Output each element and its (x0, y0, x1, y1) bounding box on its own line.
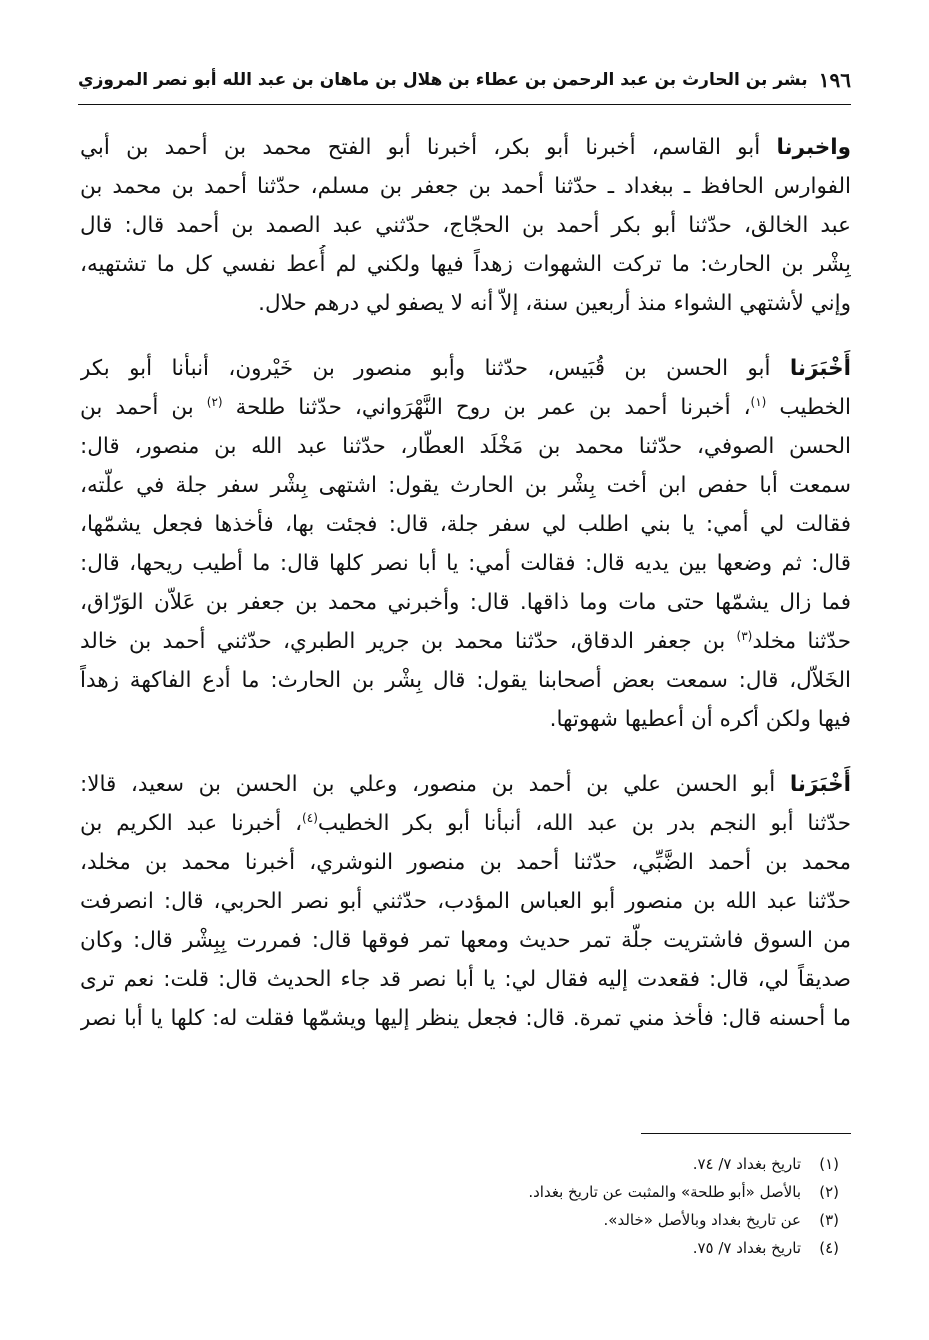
text-line: فما زال يشمّها حتى مات وما ذاقها. قال: وأخبرني محمد بن جعفر بن عَلاّن الوَرّاق، (80, 590, 851, 615)
text-line: أَخْبَرَنا أبو الحسن بن قُبَيس، حدّثنا وأبو منصور بن خَيْرون، أنبأنا أبو بكر (80, 356, 851, 381)
text-line: ما أحسنه قال: فأخذ مني تمرة. قال: فجعل ينظر إليها ويشمّها فقلت له: كلها يا أبا نصر (80, 1006, 851, 1031)
footnote-ref: (٢) (206, 394, 223, 409)
footnote-text: عن تاريخ بغداد وبالأصل «خالد». (603, 1211, 801, 1229)
text-line: من السوق فاشتريت جلّة تمر حديث ومعها تمر فوقها قال: فمررت بِبِشْر قال: وكان (80, 928, 851, 953)
footnote-text: تاريخ بغداد ٧/ ٧٥. (692, 1239, 801, 1257)
header-rule (78, 104, 851, 105)
footnote-text: بالأصل «أبو طلحة» والمثبت عن تاريخ بغداد. (528, 1183, 801, 1201)
text-line: فيها ولكن أكره أن أعطيها شهوتها. (549, 707, 851, 732)
text-line: محمد بن أحمد الضَّبِّي، حدّثنا أحمد بن منصور النوشري، أخبرنا محمد بن مخلد، (80, 850, 851, 875)
text-line: حدّثنا أبو النجم بدر بن عبد الله، أنبأنا أبو بكر الخطيب$^{(٤)}$، أخبرنا عبد الكريم بن (80, 810, 851, 836)
text-line: حدّثنا عبد الله بن منصور أبو العباس المؤدب، حدّثني أبو نصر الحربي، قال: انصرفت (80, 889, 851, 914)
footnote-number: (٣) (819, 1211, 839, 1229)
page-number: ١٩٦ (818, 68, 851, 92)
text-line: الخَلاّل، قال: سمعت بعض أصحابنا يقول: قال بِشْر بن الحارث: ما أدع الفاكهة زهداً (80, 668, 851, 693)
text-line: أَخْبَرَنا أبو الحسن علي بن أحمد بن منصور، وعلي بن الحسن بن سعيد، قالا: (80, 772, 851, 797)
paragraph-lead: واخبرنا (776, 135, 851, 160)
footnote-1 (100, 1150, 839, 1178)
paragraph-1 (80, 128, 851, 323)
text-line: الحسن الصوفي، حدّثنا محمد بن مَخْلَد العطّار، حدّثنا عبد الله بن منصور، قال: (80, 434, 851, 459)
footnote-3 (100, 1206, 839, 1234)
footnote-rule (641, 1133, 851, 1134)
paragraph-3 (80, 765, 851, 1038)
running-title: بشر بن الحارث بن عبد الرحمن بن عطاء بن هلال بن ماهان بن عبد الله أبو نصر المروزي (78, 70, 808, 90)
text-line: سمعت أبا حفص ابن أخت بِشْر بن الحارث يقول: اشتهى بِشْر سفر جلة في علّته، (80, 473, 851, 498)
text-line: حدّثنا مخلد$^{(٣)}$ بن جعفر الدقاق، حدّثنا محمد بن جرير الطبري، حدّثني أحمد بن خالد (80, 628, 851, 654)
footnotes (100, 1150, 839, 1262)
text-line: قال: ثم وضعها بين يديه قال: فقالت أمي: يا أبا نصر كلها قال: ما أطيب ريحها، قال: (80, 551, 851, 576)
paragraph-2 (80, 349, 851, 739)
footnote-text: تاريخ بغداد ٧/ ٧٤. (692, 1155, 801, 1173)
text-line: صديقاً لي، قال: فقعدت إليه فقال لي: يا أبا نصر قد جاء الحديث قال: قلت: نعم ترى (80, 967, 851, 992)
text-line: وإني لأشتهي الشواء منذ أربعين سنة، إلاّ أنه لا يصفو لي درهم حلال. (258, 291, 851, 316)
text-line: عبد الخالق، حدّثنا أبو بكر أحمد بن الحجّاج، حدّثني عبد الصمد بن أحمد قال: قال (80, 213, 851, 238)
footnote-4 (100, 1234, 839, 1262)
paragraph-lead: أَخْبَرَنا (789, 356, 851, 381)
footnote-ref: (٤) (302, 810, 318, 825)
main-text (80, 128, 851, 1064)
paragraph-lead: أَخْبَرَنا (789, 772, 851, 797)
footnote-2 (100, 1178, 839, 1206)
text-line: واخبرنا أبو القاسم، أخبرنا أبو بكر، أخبرنا أبو الفتح محمد بن أحمد بن أبي (80, 135, 851, 160)
footnote-number: (٤) (819, 1239, 839, 1257)
text-line: الخطيب $^{(١)}$، أخبرنا أحمد بن عمر بن روح النَّهْرَواني، حدّثنا طلحة $^{(٢)}$ بن أحمد بن (80, 394, 851, 420)
page-header (78, 58, 851, 102)
text-line: الفوارس الحافظ ـ ببغداد ـ حدّثنا أحمد بن جعفر بن مسلم، حدّثنا أحمد بن محمد بن (80, 174, 851, 199)
text-line: فقالت لي أمي: يا بني اطلب لي سفر جلة، قال: فجئت بها، فأخذها فجعل يشمّها، (80, 512, 851, 537)
text-line: بِشْر بن الحارث: ما تركت الشهوات زهداً فيها ولكني لم أُعط نفسي كل ما تشتهيه، (80, 252, 851, 277)
footnote-ref: (٣) (736, 628, 753, 643)
footnote-ref: (١) (750, 394, 767, 409)
footnote-number: (٢) (819, 1183, 839, 1201)
footnote-number: (١) (819, 1155, 839, 1173)
